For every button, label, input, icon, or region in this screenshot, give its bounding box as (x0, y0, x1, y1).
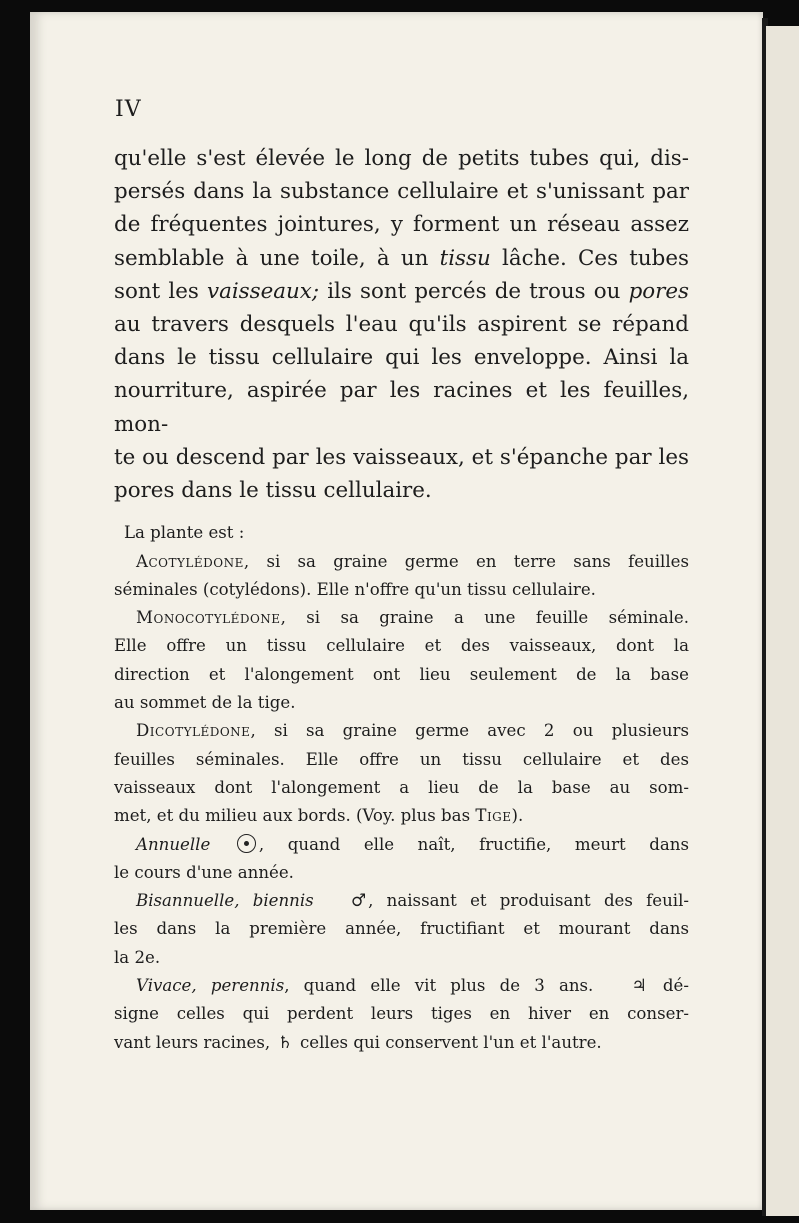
text-line: direction et l'alongement ont lieu seulement de la base (114, 664, 689, 684)
page-body (114, 142, 689, 1057)
entry-monocotyledone: Monocotylédone, si sa graine a une feuille séminale. (136, 608, 689, 628)
text-line: feuilles séminales. Elle offre un tissu cellulaire et des (114, 749, 689, 769)
term-annuelle: Annuelle (136, 834, 211, 854)
term-vaisseaux: vaisseaux; (206, 278, 320, 304)
entry-annuelle: Annuelle , quand elle naît, fructifie, meurt dans (136, 834, 690, 854)
adjacent-page-edge (766, 26, 799, 1216)
term-dicotyledone: Dicotylédone (136, 721, 251, 741)
term-tige: Tige (475, 806, 512, 826)
term-acotyledone: Acotylédone (136, 551, 244, 571)
text-line: Elle offre un tissu cellulaire et des vaisseaux, dont la (114, 636, 689, 656)
entry-acotyledone: Acotylédone, si sa graine germe en terre sans feuilles (136, 551, 689, 571)
entry-bisannuelle: Bisannuelle, biennis ♂ , naissant et produisant des feuil- (114, 887, 689, 915)
text-line: te ou descend par les vaisseaux, et s'épanche par les (114, 444, 689, 470)
annual-symbol-icon (237, 834, 256, 853)
plant-classification (114, 519, 689, 1057)
paragraph-large (114, 142, 689, 507)
text-line: sont les vaisseaux; ils sont percés de trous ou pores (114, 278, 689, 304)
intro-line: La plante est : (124, 523, 245, 543)
text-line: qu'elle s'est élevée le long de petits tubes qui, dis- (114, 146, 689, 171)
term-tissu: tissu (439, 245, 491, 271)
text-line: le cours d'une année. (114, 862, 294, 882)
text-line: nourriture, aspirée par les racines et les feuilles, mon- (114, 378, 689, 437)
text-line: signe celles qui perdent leurs tiges en hiver en conser- (114, 1004, 689, 1024)
text-line: au travers desquels l'eau qu'ils aspirent se répand (114, 312, 689, 338)
perennial-symbol-icon: ♃ (631, 975, 647, 996)
page-number: IV (115, 97, 142, 122)
text-line: au sommet de la tige. (114, 693, 296, 713)
text-line: pores dans le tissu cellulaire. (114, 478, 432, 504)
text-line: semblable à une toile, à un tissu lâche. Ces tubes (114, 245, 689, 271)
text-line: la 2e. (114, 947, 161, 967)
term-bisannuelle: Bisannuelle, biennis (136, 891, 314, 911)
term-vivace: Vivace, perennis (136, 975, 285, 995)
entry-vivace: Vivace, perennis, quand elle vit plus de 3 ans. ♃ dé- (114, 972, 689, 1000)
biennial-symbol-icon: ♂ (350, 891, 367, 912)
entry-dicotyledone: Dicotylédone, si sa graine germe avec 2 ou plusieurs (136, 721, 689, 741)
term-monocotyledone: Monocotylédone (136, 608, 281, 628)
text-line: vaisseaux dont l'alongement a lieu de la base au som- (114, 777, 689, 797)
text-line: séminales (cotylédons). Elle n'offre qu'un tissu cellulaire. (114, 579, 596, 599)
text-line: persés dans la substance cellulaire et s'unissant par (114, 179, 689, 205)
text-line: de fréquentes jointures, y forment un réseau assez (114, 212, 689, 238)
woody-symbol-icon: ♄ (277, 1032, 293, 1053)
text-line: dans le tissu cellulaire qui les enveloppe. Ainsi la (114, 345, 689, 371)
text-line: met, et du milieu aux bords. (Voy. plus bas Tige). (114, 806, 524, 826)
text-line: les dans la première année, fructifiant et mourant dans (114, 919, 689, 939)
text-line: vant leurs racines, ♄ celles qui conservent l'un et l'autre. (114, 1029, 689, 1057)
term-pores: pores (628, 278, 689, 304)
